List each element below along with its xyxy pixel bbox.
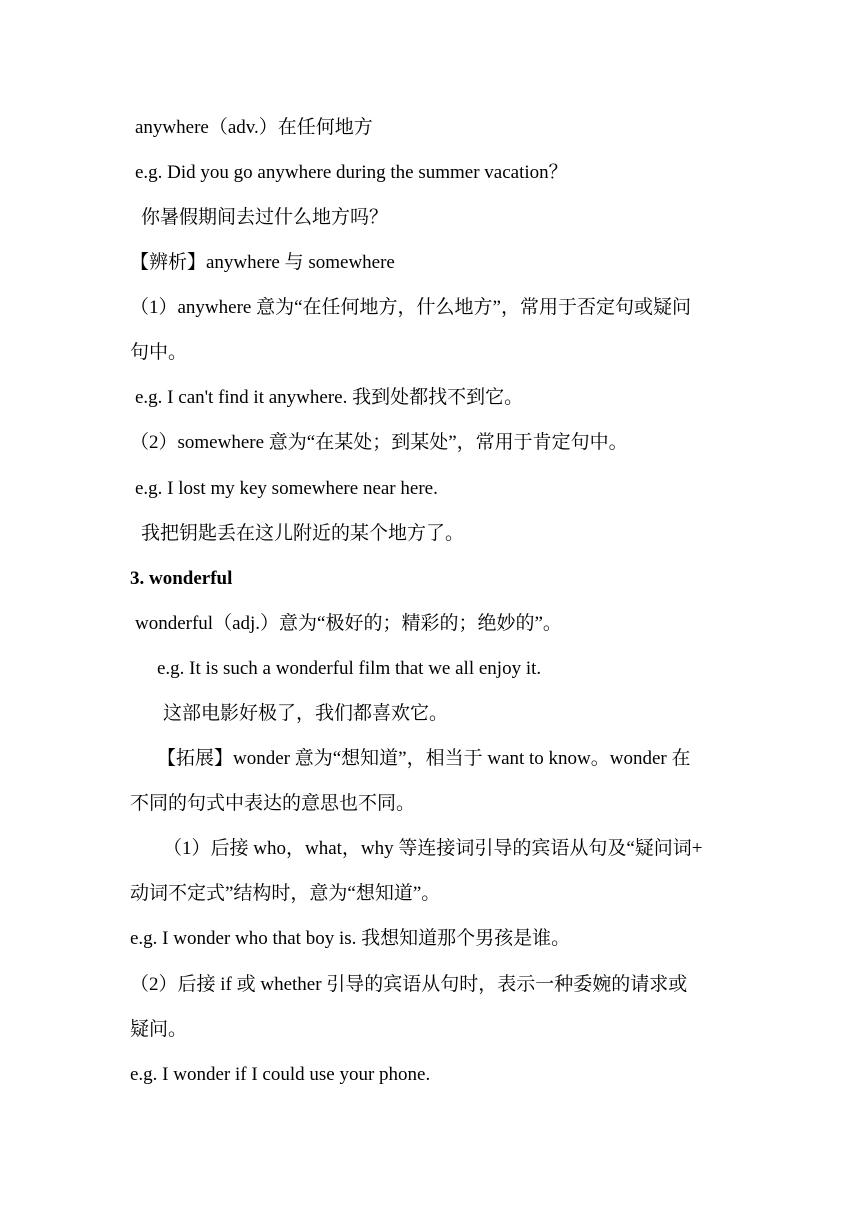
extension-point-2-cont: 疑问。: [130, 1019, 188, 1040]
comparison-point-1: （1）anywhere 意为“在任何地方，什么地方”，常用于否定句或疑问: [130, 297, 691, 318]
example-sentence-zh: 这部电影好极了，我们都喜欢它。: [163, 703, 449, 724]
example-sentence-zh: 你暑假期间去过什么地方吗？: [141, 207, 389, 228]
example-sentence-en: e.g. I wonder if I could use your phone.: [130, 1064, 431, 1085]
extension-heading: 【拓展】wonder 意为“想知道”，相当于 want to know。wonder 在: [157, 748, 691, 769]
extension-point-1: （1）后接 who，what，why 等连接词引导的宾语从句及“疑问词+: [163, 838, 703, 859]
comparison-point-1-cont: 句中。: [130, 342, 188, 363]
example-sentence-zh: 我把钥匙丢在这儿附近的某个地方了。: [141, 523, 465, 544]
vocab-anywhere-definition: anywhere（adv.）在任何地方: [135, 117, 373, 138]
section-heading-wonderful: 3. wonderful: [130, 568, 233, 589]
extension-heading-cont: 不同的句式中表达的意思也不同。: [130, 793, 416, 814]
example-sentence: e.g. I can't find it anywhere. 我到处都找不到它。: [135, 387, 524, 408]
vocab-wonderful-definition: wonderful（adj.）意为“极好的；精彩的；绝妙的”。: [135, 613, 562, 634]
comparison-heading: 【辨析】anywhere 与 somewhere: [130, 252, 395, 273]
comparison-point-2: （2）somewhere 意为“在某处；到某处”，常用于肯定句中。: [130, 432, 628, 453]
example-sentence-en: e.g. I lost my key somewhere near here.: [135, 478, 438, 499]
example-sentence: e.g. I wonder who that boy is. 我想知道那个男孩是谁。: [130, 928, 571, 949]
example-sentence-en: e.g. Did you go anywhere during the summer vacation？: [135, 162, 568, 183]
example-sentence-en: e.g. It is such a wonderful film that we all enjoy it.: [157, 658, 542, 679]
extension-point-2: （2）后接 if 或 whether 引导的宾语从句时，表示一种委婉的请求或: [130, 974, 688, 995]
extension-point-1-cont: 动词不定式”结构时，意为“想知道”。: [130, 883, 441, 904]
